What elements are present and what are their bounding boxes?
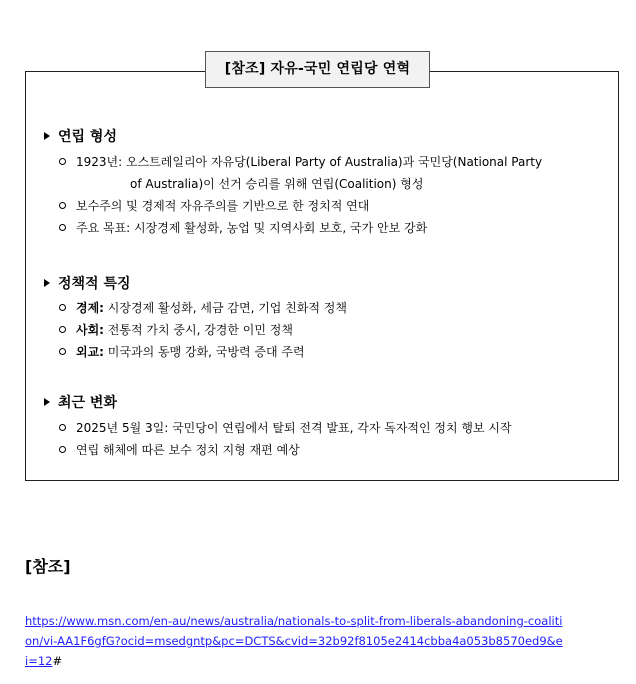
circle-bullet-icon — [59, 446, 66, 453]
list-item: 1923년: 오스트레일리아 자유당(Liberal Party of Australia)과 국민당(National Party of Australia)이 선거 승리를 위해 연립(Coalition) 형성 — [59, 151, 604, 195]
section-heading-formation: 연립 형성 — [44, 126, 117, 146]
list-item: 보수주의 및 경제적 자유주의를 기반으로 한 정치적 연대 — [59, 195, 604, 217]
list-item: 사회: 전통적 가치 중시, 강경한 이민 정책 — [59, 319, 604, 341]
reference-link-block — [25, 611, 565, 671]
box-title: [참조] 자유-국민 연립당 연혁 — [205, 51, 430, 88]
section-heading-policy: 정책적 특징 — [44, 273, 131, 293]
list-item: 경제: 시장경제 활성화, 세금 감면, 기업 친화적 정책 — [59, 297, 604, 319]
list-item: 연립 해체에 따른 보수 정치 지형 재편 예상 — [59, 439, 604, 461]
triangle-bullet-icon — [44, 398, 50, 406]
list-item: 외교: 미국과의 동맹 강화, 국방력 증대 주력 — [59, 341, 604, 363]
circle-bullet-icon — [59, 348, 66, 355]
circle-bullet-icon — [59, 326, 66, 333]
circle-bullet-icon — [59, 224, 66, 231]
circle-bullet-icon — [59, 304, 66, 311]
list-item: 2025년 5월 3일: 국민당이 연립에서 탈퇴 전격 발표, 각자 독자적인 정치 행보 시작 — [59, 417, 604, 439]
list-item: 주요 목표: 시장경제 활성화, 농업 및 지역사회 보호, 국가 안보 강화 — [59, 217, 604, 239]
reference-heading: [참조] — [25, 557, 71, 576]
circle-bullet-icon — [59, 158, 66, 165]
triangle-bullet-icon — [44, 132, 50, 140]
section-heading-recent: 최근 변화 — [44, 392, 117, 412]
circle-bullet-icon — [59, 202, 66, 209]
circle-bullet-icon — [59, 424, 66, 431]
reference-link[interactable]: https://www.msn.com/en-au/news/australia/nationals-to-split-from-liberals-abandoning-coalition/vi-AA1F6gfG?ocid=msedgntp&pc=DCTS&cvid=32b92f8105e2414cbba4a053b8570ed9&ei=12 — [25, 614, 563, 668]
triangle-bullet-icon — [44, 279, 50, 287]
link-suffix: # — [52, 654, 63, 668]
